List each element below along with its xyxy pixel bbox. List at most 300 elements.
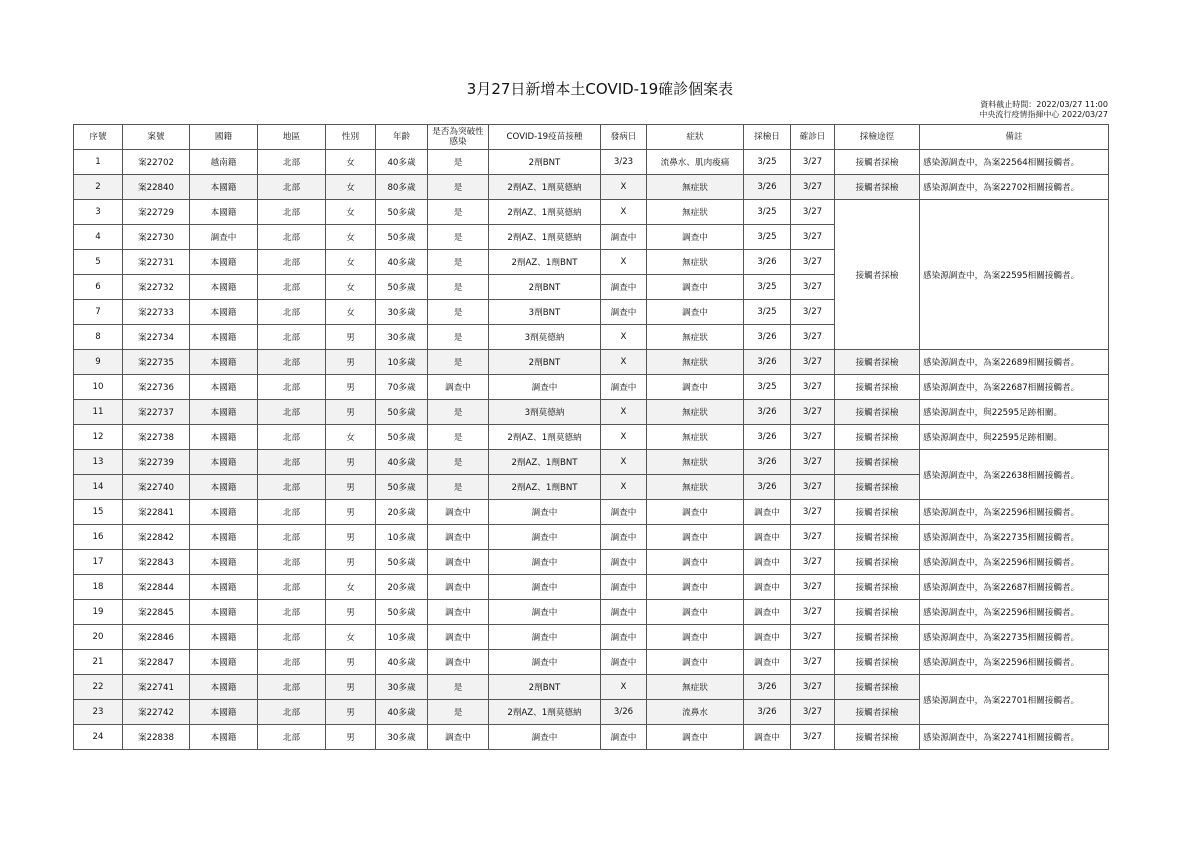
cell-nationality: 本國籍 bbox=[190, 400, 258, 425]
cell-seq: 17 bbox=[74, 550, 123, 575]
cell-seq: 23 bbox=[74, 700, 123, 725]
cell-case-id: 案22733 bbox=[123, 300, 190, 325]
cell-nationality: 本國籍 bbox=[190, 600, 258, 625]
cell-gender: 男 bbox=[326, 450, 376, 475]
cell-test-date: 3/26 bbox=[744, 475, 791, 500]
cell-case-id: 案22739 bbox=[123, 450, 190, 475]
cell-gender: 男 bbox=[326, 700, 376, 725]
cell-remarks: 感染源調查中，為案22689相關接觸者。 bbox=[920, 350, 1109, 375]
cell-onset-date: 調查中 bbox=[601, 225, 647, 250]
cell-remarks: 感染源調查中，為案22687相關接觸者。 bbox=[920, 375, 1109, 400]
cell-breakthrough: 是 bbox=[428, 250, 489, 275]
cell-onset-date: 3/26 bbox=[601, 700, 647, 725]
cell-test-date: 3/25 bbox=[744, 275, 791, 300]
cell-test-date: 3/26 bbox=[744, 700, 791, 725]
cell-vaccine: 調查中 bbox=[489, 625, 601, 650]
cell-age: 40多歲 bbox=[376, 250, 428, 275]
cell-seq: 8 bbox=[74, 325, 123, 350]
cell-test-date: 3/25 bbox=[744, 225, 791, 250]
cell-vaccine: 2劑AZ、1劑BNT bbox=[489, 250, 601, 275]
cell-test-date: 調查中 bbox=[744, 725, 791, 750]
cell-nationality: 本國籍 bbox=[190, 475, 258, 500]
header-col-case-id: 案號 bbox=[123, 125, 190, 150]
cell-test-route: 接觸者採檢 bbox=[835, 550, 920, 575]
cell-onset-date: 調查中 bbox=[601, 600, 647, 625]
cell-nationality: 越南籍 bbox=[190, 150, 258, 175]
cell-vaccine: 2劑AZ、1劑BNT bbox=[489, 450, 601, 475]
header-col-breakthrough: 是否為突破性感染 bbox=[428, 125, 489, 150]
cell-vaccine: 2劑BNT bbox=[489, 675, 601, 700]
cell-seq: 16 bbox=[74, 525, 123, 550]
cell-nationality: 本國籍 bbox=[190, 200, 258, 225]
cell-nationality: 本國籍 bbox=[190, 450, 258, 475]
cell-vaccine: 2劑BNT bbox=[489, 275, 601, 300]
cell-seq: 4 bbox=[74, 225, 123, 250]
header-col-test-route: 採檢途徑 bbox=[835, 125, 920, 150]
cell-region: 北部 bbox=[258, 450, 326, 475]
cell-symptoms: 無症狀 bbox=[647, 325, 744, 350]
cell-nationality: 本國籍 bbox=[190, 525, 258, 550]
cell-gender: 女 bbox=[326, 175, 376, 200]
cell-remarks: 感染源調查中，為案22741相關接觸者。 bbox=[920, 725, 1109, 750]
cell-test-date: 調查中 bbox=[744, 575, 791, 600]
cell-onset-date: X bbox=[601, 450, 647, 475]
cell-test-route: 接觸者採檢 bbox=[835, 175, 920, 200]
cell-region: 北部 bbox=[258, 150, 326, 175]
cell-test-date: 3/26 bbox=[744, 325, 791, 350]
cell-age: 30多歲 bbox=[376, 300, 428, 325]
cell-case-id: 案22736 bbox=[123, 375, 190, 400]
cell-breakthrough: 調查中 bbox=[428, 650, 489, 675]
cell-confirm-date: 3/27 bbox=[791, 425, 835, 450]
header-col-symptoms: 症狀 bbox=[647, 125, 744, 150]
header-col-onset-date: 發病日 bbox=[601, 125, 647, 150]
cell-age: 50多歲 bbox=[376, 550, 428, 575]
cell-nationality: 本國籍 bbox=[190, 325, 258, 350]
cell-gender: 女 bbox=[326, 275, 376, 300]
table-row bbox=[74, 150, 1109, 175]
cell-vaccine: 2劑AZ、1劑BNT bbox=[489, 475, 601, 500]
cell-nationality: 本國籍 bbox=[190, 175, 258, 200]
cell-gender: 女 bbox=[326, 250, 376, 275]
cell-breakthrough: 調查中 bbox=[428, 375, 489, 400]
cell-vaccine: 3劑莫德納 bbox=[489, 325, 601, 350]
cell-case-id: 案22840 bbox=[123, 175, 190, 200]
cell-confirm-date: 3/27 bbox=[791, 725, 835, 750]
cell-age: 30多歲 bbox=[376, 325, 428, 350]
cell-test-route: 接觸者採檢 bbox=[835, 375, 920, 400]
cell-seq: 22 bbox=[74, 675, 123, 700]
cell-age: 50多歲 bbox=[376, 400, 428, 425]
cell-region: 北部 bbox=[258, 625, 326, 650]
cell-confirm-date: 3/27 bbox=[791, 400, 835, 425]
cell-age: 50多歲 bbox=[376, 225, 428, 250]
cell-age: 50多歲 bbox=[376, 425, 428, 450]
cell-nationality: 本國籍 bbox=[190, 300, 258, 325]
cell-remarks: 感染源調查中，為案22638相關接觸者。 bbox=[920, 450, 1109, 500]
cell-gender: 女 bbox=[326, 150, 376, 175]
cell-test-route: 接觸者採檢 bbox=[835, 350, 920, 375]
cell-nationality: 本國籍 bbox=[190, 550, 258, 575]
header-row bbox=[74, 125, 1109, 150]
cell-confirm-date: 3/27 bbox=[791, 200, 835, 225]
cell-seq: 20 bbox=[74, 625, 123, 650]
cell-breakthrough: 是 bbox=[428, 175, 489, 200]
cell-onset-date: 3/23 bbox=[601, 150, 647, 175]
cell-nationality: 本國籍 bbox=[190, 250, 258, 275]
cell-remarks: 感染源調查中，與22595足跡相關。 bbox=[920, 425, 1109, 450]
cell-gender: 男 bbox=[326, 400, 376, 425]
cell-region: 北部 bbox=[258, 250, 326, 275]
cell-seq: 1 bbox=[74, 150, 123, 175]
cell-confirm-date: 3/27 bbox=[791, 450, 835, 475]
cell-onset-date: 調查中 bbox=[601, 525, 647, 550]
cell-test-date: 3/26 bbox=[744, 450, 791, 475]
header-col-nationality: 國籍 bbox=[190, 125, 258, 150]
cell-test-date: 3/25 bbox=[744, 375, 791, 400]
cell-breakthrough: 是 bbox=[428, 425, 489, 450]
header-col-remarks: 備註 bbox=[920, 125, 1109, 150]
cell-vaccine: 2劑AZ、1劑莫德納 bbox=[489, 225, 601, 250]
cell-symptoms: 調查中 bbox=[647, 725, 744, 750]
cell-symptoms: 無症狀 bbox=[647, 400, 744, 425]
cell-vaccine: 調查中 bbox=[489, 500, 601, 525]
cell-breakthrough: 是 bbox=[428, 675, 489, 700]
cell-case-id: 案22738 bbox=[123, 425, 190, 450]
table-row bbox=[74, 425, 1109, 450]
cell-test-route: 接觸者採檢 bbox=[835, 675, 920, 700]
cell-case-id: 案22843 bbox=[123, 550, 190, 575]
cell-case-id: 案22740 bbox=[123, 475, 190, 500]
cell-onset-date: 調查中 bbox=[601, 725, 647, 750]
cell-test-route: 接觸者採檢 bbox=[835, 500, 920, 525]
cell-test-route: 接觸者採檢 bbox=[835, 600, 920, 625]
cell-test-route: 接觸者採檢 bbox=[835, 400, 920, 425]
page-title: 3月27日新增本土COVID-19確診個案表 bbox=[466, 80, 734, 98]
cell-onset-date: X bbox=[601, 350, 647, 375]
cell-gender: 男 bbox=[326, 525, 376, 550]
cell-remarks: 感染源調查中，與22595足跡相關。 bbox=[920, 400, 1109, 425]
cell-nationality: 本國籍 bbox=[190, 675, 258, 700]
cell-case-id: 案22846 bbox=[123, 625, 190, 650]
cell-case-id: 案22730 bbox=[123, 225, 190, 250]
cell-remarks: 感染源調查中，為案22735相關接觸者。 bbox=[920, 625, 1109, 650]
cell-case-id: 案22732 bbox=[123, 275, 190, 300]
cell-vaccine: 2劑AZ、1劑莫德納 bbox=[489, 425, 601, 450]
cell-region: 北部 bbox=[258, 700, 326, 725]
cell-region: 北部 bbox=[258, 225, 326, 250]
cell-region: 北部 bbox=[258, 600, 326, 625]
cell-case-id: 案22734 bbox=[123, 325, 190, 350]
cell-symptoms: 無症狀 bbox=[647, 350, 744, 375]
cell-gender: 男 bbox=[326, 600, 376, 625]
cell-age: 20多歲 bbox=[376, 575, 428, 600]
cell-vaccine: 調查中 bbox=[489, 650, 601, 675]
cell-remarks: 感染源調查中，為案22596相關接觸者。 bbox=[920, 550, 1109, 575]
cell-nationality: 調查中 bbox=[190, 225, 258, 250]
cell-test-date: 3/25 bbox=[744, 150, 791, 175]
cell-vaccine: 2劑AZ、1劑莫德納 bbox=[489, 175, 601, 200]
cell-onset-date: 調查中 bbox=[601, 300, 647, 325]
cell-case-id: 案22735 bbox=[123, 350, 190, 375]
table-row bbox=[74, 650, 1109, 675]
cell-remarks: 感染源調查中，為案22595相關接觸者。 bbox=[920, 200, 1109, 350]
cell-gender: 男 bbox=[326, 475, 376, 500]
cell-region: 北部 bbox=[258, 425, 326, 450]
cell-onset-date: X bbox=[601, 675, 647, 700]
cell-test-route: 接觸者採檢 bbox=[835, 650, 920, 675]
cell-breakthrough: 是 bbox=[428, 225, 489, 250]
cell-test-route: 接觸者採檢 bbox=[835, 450, 920, 475]
cell-confirm-date: 3/27 bbox=[791, 625, 835, 650]
cell-region: 北部 bbox=[258, 675, 326, 700]
cell-test-route: 接觸者採檢 bbox=[835, 200, 920, 350]
cell-test-route: 接觸者採檢 bbox=[835, 425, 920, 450]
cell-age: 40多歲 bbox=[376, 700, 428, 725]
cell-confirm-date: 3/27 bbox=[791, 700, 835, 725]
cell-age: 50多歲 bbox=[376, 200, 428, 225]
cell-case-id: 案22737 bbox=[123, 400, 190, 425]
cell-confirm-date: 3/27 bbox=[791, 550, 835, 575]
cell-region: 北部 bbox=[258, 175, 326, 200]
cell-seq: 12 bbox=[74, 425, 123, 450]
cell-onset-date: 調查中 bbox=[601, 375, 647, 400]
cell-seq: 5 bbox=[74, 250, 123, 275]
table-row bbox=[74, 375, 1109, 400]
cell-gender: 男 bbox=[326, 650, 376, 675]
cell-case-id: 案22845 bbox=[123, 600, 190, 625]
cell-age: 40多歲 bbox=[376, 150, 428, 175]
cell-test-route: 接觸者採檢 bbox=[835, 525, 920, 550]
cell-test-route: 接觸者採檢 bbox=[835, 475, 920, 500]
cell-vaccine: 調查中 bbox=[489, 600, 601, 625]
cell-nationality: 本國籍 bbox=[190, 725, 258, 750]
cell-age: 50多歲 bbox=[376, 475, 428, 500]
cell-test-date: 調查中 bbox=[744, 500, 791, 525]
table-row bbox=[74, 450, 1109, 475]
cell-nationality: 本國籍 bbox=[190, 575, 258, 600]
cell-seq: 21 bbox=[74, 650, 123, 675]
cell-confirm-date: 3/27 bbox=[791, 525, 835, 550]
cell-region: 北部 bbox=[258, 275, 326, 300]
cell-region: 北部 bbox=[258, 650, 326, 675]
cell-gender: 男 bbox=[326, 500, 376, 525]
cell-test-date: 3/26 bbox=[744, 675, 791, 700]
cell-remarks: 感染源調查中，為案22596相關接觸者。 bbox=[920, 650, 1109, 675]
cell-symptoms: 調查中 bbox=[647, 375, 744, 400]
cell-breakthrough: 是 bbox=[428, 350, 489, 375]
table-row bbox=[74, 575, 1109, 600]
cell-symptoms: 無症狀 bbox=[647, 475, 744, 500]
cell-breakthrough: 是 bbox=[428, 325, 489, 350]
cell-confirm-date: 3/27 bbox=[791, 150, 835, 175]
cell-breakthrough: 調查中 bbox=[428, 625, 489, 650]
cell-vaccine: 調查中 bbox=[489, 725, 601, 750]
cell-onset-date: 調查中 bbox=[601, 575, 647, 600]
cell-breakthrough: 是 bbox=[428, 275, 489, 300]
cell-test-route: 接觸者採檢 bbox=[835, 150, 920, 175]
cell-symptoms: 調查中 bbox=[647, 500, 744, 525]
cell-symptoms: 無症狀 bbox=[647, 675, 744, 700]
cell-gender: 男 bbox=[326, 350, 376, 375]
cell-seq: 15 bbox=[74, 500, 123, 525]
cell-case-id: 案22838 bbox=[123, 725, 190, 750]
cell-region: 北部 bbox=[258, 325, 326, 350]
cell-vaccine: 2劑BNT bbox=[489, 350, 601, 375]
cell-case-id: 案22842 bbox=[123, 525, 190, 550]
table-row bbox=[74, 600, 1109, 625]
cell-nationality: 本國籍 bbox=[190, 375, 258, 400]
cell-breakthrough: 是 bbox=[428, 475, 489, 500]
cell-confirm-date: 3/27 bbox=[791, 225, 835, 250]
cell-symptoms: 無症狀 bbox=[647, 250, 744, 275]
table-row bbox=[74, 500, 1109, 525]
cell-breakthrough: 調查中 bbox=[428, 575, 489, 600]
cell-vaccine: 2劑AZ、1劑莫德納 bbox=[489, 700, 601, 725]
cell-nationality: 本國籍 bbox=[190, 500, 258, 525]
cell-breakthrough: 是 bbox=[428, 700, 489, 725]
cell-symptoms: 調查中 bbox=[647, 550, 744, 575]
cell-seq: 6 bbox=[74, 275, 123, 300]
table-row bbox=[74, 625, 1109, 650]
cell-test-date: 3/26 bbox=[744, 350, 791, 375]
cell-gender: 女 bbox=[326, 200, 376, 225]
cell-confirm-date: 3/27 bbox=[791, 600, 835, 625]
cell-gender: 女 bbox=[326, 225, 376, 250]
header-col-confirm-date: 確診日 bbox=[791, 125, 835, 150]
cell-breakthrough: 調查中 bbox=[428, 525, 489, 550]
header-col-seq: 序號 bbox=[74, 125, 123, 150]
cell-symptoms: 調查中 bbox=[647, 525, 744, 550]
table-row bbox=[74, 725, 1109, 750]
cell-confirm-date: 3/27 bbox=[791, 650, 835, 675]
cell-remarks: 感染源調查中，為案22596相關接觸者。 bbox=[920, 500, 1109, 525]
cell-vaccine: 調查中 bbox=[489, 550, 601, 575]
cell-gender: 女 bbox=[326, 575, 376, 600]
cell-symptoms: 無症狀 bbox=[647, 425, 744, 450]
cell-nationality: 本國籍 bbox=[190, 700, 258, 725]
cell-test-date: 調查中 bbox=[744, 600, 791, 625]
cell-gender: 女 bbox=[326, 425, 376, 450]
cell-symptoms: 調查中 bbox=[647, 575, 744, 600]
cell-remarks: 感染源調查中，為案22687相關接觸者。 bbox=[920, 575, 1109, 600]
cell-symptoms: 流鼻水、肌肉痠痛 bbox=[647, 150, 744, 175]
cell-age: 40多歲 bbox=[376, 450, 428, 475]
cell-test-route: 接觸者採檢 bbox=[835, 625, 920, 650]
cell-test-date: 調查中 bbox=[744, 550, 791, 575]
cell-vaccine: 3劑莫德納 bbox=[489, 400, 601, 425]
cell-test-date: 調查中 bbox=[744, 625, 791, 650]
cell-gender: 男 bbox=[326, 550, 376, 575]
cell-breakthrough: 是 bbox=[428, 300, 489, 325]
cell-nationality: 本國籍 bbox=[190, 650, 258, 675]
cell-breakthrough: 調查中 bbox=[428, 500, 489, 525]
cell-breakthrough: 調查中 bbox=[428, 725, 489, 750]
cell-region: 北部 bbox=[258, 350, 326, 375]
table-row bbox=[74, 200, 1109, 225]
cell-seq: 3 bbox=[74, 200, 123, 225]
cell-onset-date: X bbox=[601, 400, 647, 425]
cell-onset-date: 調查中 bbox=[601, 650, 647, 675]
cell-onset-date: 調查中 bbox=[601, 550, 647, 575]
cell-age: 10多歲 bbox=[376, 625, 428, 650]
cell-test-date: 3/25 bbox=[744, 200, 791, 225]
cell-confirm-date: 3/27 bbox=[791, 325, 835, 350]
cell-region: 北部 bbox=[258, 725, 326, 750]
cell-symptoms: 無症狀 bbox=[647, 175, 744, 200]
data-cutoff-time: 資料截止時間：2022/03/27 11:00 bbox=[980, 100, 1108, 109]
cell-case-id: 案22847 bbox=[123, 650, 190, 675]
header-col-region: 地區 bbox=[258, 125, 326, 150]
cell-remarks: 感染源調查中，為案22735相關接觸者。 bbox=[920, 525, 1109, 550]
cell-vaccine: 3劑BNT bbox=[489, 300, 601, 325]
cell-symptoms: 調查中 bbox=[647, 275, 744, 300]
cell-region: 北部 bbox=[258, 550, 326, 575]
cell-onset-date: X bbox=[601, 425, 647, 450]
cell-symptoms: 調查中 bbox=[647, 225, 744, 250]
cell-test-date: 3/26 bbox=[744, 250, 791, 275]
cell-region: 北部 bbox=[258, 200, 326, 225]
cell-case-id: 案22841 bbox=[123, 500, 190, 525]
header-col-test-date: 採檢日 bbox=[744, 125, 791, 150]
cell-onset-date: 調查中 bbox=[601, 625, 647, 650]
cell-confirm-date: 3/27 bbox=[791, 475, 835, 500]
cell-breakthrough: 是 bbox=[428, 450, 489, 475]
cell-age: 80多歲 bbox=[376, 175, 428, 200]
cell-region: 北部 bbox=[258, 475, 326, 500]
cell-test-route: 接觸者採檢 bbox=[835, 725, 920, 750]
cell-breakthrough: 是 bbox=[428, 200, 489, 225]
cell-nationality: 本國籍 bbox=[190, 275, 258, 300]
cell-region: 北部 bbox=[258, 525, 326, 550]
cell-region: 北部 bbox=[258, 575, 326, 600]
cell-test-date: 調查中 bbox=[744, 525, 791, 550]
cell-seq: 19 bbox=[74, 600, 123, 625]
table-row bbox=[74, 525, 1109, 550]
cell-seq: 11 bbox=[74, 400, 123, 425]
cell-test-date: 調查中 bbox=[744, 650, 791, 675]
report-metadata bbox=[979, 100, 1108, 120]
cell-symptoms: 無症狀 bbox=[647, 200, 744, 225]
header-col-age: 年齡 bbox=[376, 125, 428, 150]
cell-nationality: 本國籍 bbox=[190, 625, 258, 650]
cell-age: 70多歲 bbox=[376, 375, 428, 400]
cell-onset-date: 調查中 bbox=[601, 500, 647, 525]
cell-region: 北部 bbox=[258, 300, 326, 325]
table-row bbox=[74, 350, 1109, 375]
cell-seq: 24 bbox=[74, 725, 123, 750]
cell-age: 10多歲 bbox=[376, 525, 428, 550]
cell-test-date: 3/26 bbox=[744, 400, 791, 425]
header-col-vaccine: COVID-19疫苗接種 bbox=[489, 125, 601, 150]
cell-region: 北部 bbox=[258, 400, 326, 425]
cell-confirm-date: 3/27 bbox=[791, 575, 835, 600]
cell-seq: 13 bbox=[74, 450, 123, 475]
cell-confirm-date: 3/27 bbox=[791, 675, 835, 700]
cell-seq: 14 bbox=[74, 475, 123, 500]
cell-vaccine: 2劑AZ、1劑莫德納 bbox=[489, 200, 601, 225]
cell-seq: 10 bbox=[74, 375, 123, 400]
table-row bbox=[74, 675, 1109, 700]
cell-age: 40多歲 bbox=[376, 650, 428, 675]
cell-age: 50多歲 bbox=[376, 600, 428, 625]
cell-age: 50多歲 bbox=[376, 275, 428, 300]
cell-nationality: 本國籍 bbox=[190, 425, 258, 450]
cell-gender: 男 bbox=[326, 325, 376, 350]
cell-age: 20多歲 bbox=[376, 500, 428, 525]
cell-nationality: 本國籍 bbox=[190, 350, 258, 375]
cell-test-date: 3/26 bbox=[744, 175, 791, 200]
